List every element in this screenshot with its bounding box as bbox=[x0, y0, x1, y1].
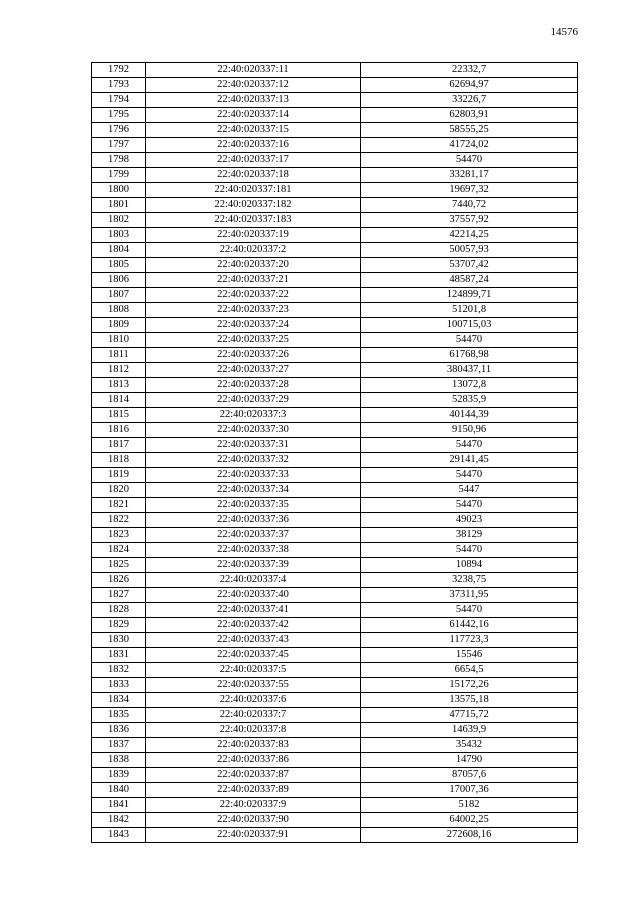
table-row bbox=[92, 828, 578, 843]
table-row bbox=[92, 258, 578, 273]
row-number-cell: 1806 bbox=[92, 273, 146, 288]
value-cell: 51201,8 bbox=[361, 303, 578, 318]
cadastral-number-cell: 22:40:020337:45 bbox=[146, 648, 361, 663]
table-row bbox=[92, 93, 578, 108]
value-cell: 53707,42 bbox=[361, 258, 578, 273]
row-number-cell: 1811 bbox=[92, 348, 146, 363]
cadastral-number-cell: 22:40:020337:3 bbox=[146, 408, 361, 423]
table-body bbox=[92, 63, 578, 843]
table-row bbox=[92, 603, 578, 618]
table-row bbox=[92, 273, 578, 288]
value-cell: 380437,11 bbox=[361, 363, 578, 378]
table-row bbox=[92, 693, 578, 708]
table-row bbox=[92, 363, 578, 378]
cadastral-number-cell: 22:40:020337:30 bbox=[146, 423, 361, 438]
cadastral-number-cell: 22:40:020337:35 bbox=[146, 498, 361, 513]
row-number-cell: 1810 bbox=[92, 333, 146, 348]
cadastral-number-cell: 22:40:020337:31 bbox=[146, 438, 361, 453]
table-row bbox=[92, 513, 578, 528]
cadastral-number-cell: 22:40:020337:87 bbox=[146, 768, 361, 783]
cadastral-number-cell: 22:40:020337:55 bbox=[146, 678, 361, 693]
row-number-cell: 1833 bbox=[92, 678, 146, 693]
value-cell: 54470 bbox=[361, 468, 578, 483]
row-number-cell: 1812 bbox=[92, 363, 146, 378]
table-row bbox=[92, 318, 578, 333]
row-number-cell: 1818 bbox=[92, 453, 146, 468]
value-cell: 10894 bbox=[361, 558, 578, 573]
cadastral-number-cell: 22:40:020337:43 bbox=[146, 633, 361, 648]
value-cell: 3238,75 bbox=[361, 573, 578, 588]
value-cell: 54470 bbox=[361, 153, 578, 168]
row-number-cell: 1792 bbox=[92, 63, 146, 78]
value-cell: 272608,16 bbox=[361, 828, 578, 843]
table-row bbox=[92, 543, 578, 558]
row-number-cell: 1796 bbox=[92, 123, 146, 138]
row-number-cell: 1801 bbox=[92, 198, 146, 213]
value-cell: 40144,39 bbox=[361, 408, 578, 423]
table-row bbox=[92, 138, 578, 153]
row-number-cell: 1843 bbox=[92, 828, 146, 843]
cadastral-number-cell: 22:40:020337:25 bbox=[146, 333, 361, 348]
table-row bbox=[92, 108, 578, 123]
cadastral-number-cell: 22:40:020337:13 bbox=[146, 93, 361, 108]
value-cell: 33226,7 bbox=[361, 93, 578, 108]
table-row bbox=[92, 348, 578, 363]
cadastral-number-cell: 22:40:020337:42 bbox=[146, 618, 361, 633]
value-cell: 35432 bbox=[361, 738, 578, 753]
value-cell: 5182 bbox=[361, 798, 578, 813]
value-cell: 64002,25 bbox=[361, 813, 578, 828]
table-row bbox=[92, 438, 578, 453]
row-number-cell: 1815 bbox=[92, 408, 146, 423]
table-row bbox=[92, 738, 578, 753]
row-number-cell: 1798 bbox=[92, 153, 146, 168]
row-number-cell: 1835 bbox=[92, 708, 146, 723]
value-cell: 62694,97 bbox=[361, 78, 578, 93]
row-number-cell: 1820 bbox=[92, 483, 146, 498]
row-number-cell: 1793 bbox=[92, 78, 146, 93]
table-row bbox=[92, 183, 578, 198]
value-cell: 87057,6 bbox=[361, 768, 578, 783]
cadastral-number-cell: 22:40:020337:83 bbox=[146, 738, 361, 753]
value-cell: 9150,96 bbox=[361, 423, 578, 438]
cadastral-number-cell: 22:40:020337:9 bbox=[146, 798, 361, 813]
cadastral-number-cell: 22:40:020337:89 bbox=[146, 783, 361, 798]
row-number-cell: 1809 bbox=[92, 318, 146, 333]
cadastral-number-cell: 22:40:020337:183 bbox=[146, 213, 361, 228]
cadastral-number-cell: 22:40:020337:182 bbox=[146, 198, 361, 213]
value-cell: 48587,24 bbox=[361, 273, 578, 288]
cadastral-number-cell: 22:40:020337:17 bbox=[146, 153, 361, 168]
table-row bbox=[92, 408, 578, 423]
cadastral-number-cell: 22:40:020337:6 bbox=[146, 693, 361, 708]
table-row bbox=[92, 573, 578, 588]
cadastral-number-cell: 22:40:020337:28 bbox=[146, 378, 361, 393]
cadastral-number-cell: 22:40:020337:86 bbox=[146, 753, 361, 768]
cadastral-number-cell: 22:40:020337:2 bbox=[146, 243, 361, 258]
row-number-cell: 1817 bbox=[92, 438, 146, 453]
value-cell: 19697,32 bbox=[361, 183, 578, 198]
table-row bbox=[92, 648, 578, 663]
value-cell: 54470 bbox=[361, 498, 578, 513]
row-number-cell: 1821 bbox=[92, 498, 146, 513]
table-row bbox=[92, 768, 578, 783]
value-cell: 54470 bbox=[361, 543, 578, 558]
value-cell: 117723,3 bbox=[361, 633, 578, 648]
row-number-cell: 1832 bbox=[92, 663, 146, 678]
row-number-cell: 1803 bbox=[92, 228, 146, 243]
row-number-cell: 1826 bbox=[92, 573, 146, 588]
cadastral-number-cell: 22:40:020337:7 bbox=[146, 708, 361, 723]
table-row bbox=[92, 558, 578, 573]
cadastral-number-cell: 22:40:020337:40 bbox=[146, 588, 361, 603]
table-row bbox=[92, 63, 578, 78]
row-number-cell: 1804 bbox=[92, 243, 146, 258]
table-row bbox=[92, 453, 578, 468]
table-row bbox=[92, 813, 578, 828]
value-cell: 50057,93 bbox=[361, 243, 578, 258]
row-number-cell: 1842 bbox=[92, 813, 146, 828]
table-row bbox=[92, 678, 578, 693]
row-number-cell: 1831 bbox=[92, 648, 146, 663]
table-row bbox=[92, 723, 578, 738]
cadastral-number-cell: 22:40:020337:36 bbox=[146, 513, 361, 528]
cadastral-number-cell: 22:40:020337:32 bbox=[146, 453, 361, 468]
cadastral-number-cell: 22:40:020337:39 bbox=[146, 558, 361, 573]
value-cell: 5447 bbox=[361, 483, 578, 498]
table-row bbox=[92, 468, 578, 483]
table-row bbox=[92, 303, 578, 318]
cadastral-number-cell: 22:40:020337:37 bbox=[146, 528, 361, 543]
cadastral-number-cell: 22:40:020337:18 bbox=[146, 168, 361, 183]
cadastral-number-cell: 22:40:020337:38 bbox=[146, 543, 361, 558]
row-number-cell: 1825 bbox=[92, 558, 146, 573]
cadastral-number-cell: 22:40:020337:16 bbox=[146, 138, 361, 153]
row-number-cell: 1807 bbox=[92, 288, 146, 303]
table-row bbox=[92, 483, 578, 498]
value-cell: 17007,36 bbox=[361, 783, 578, 798]
row-number-cell: 1808 bbox=[92, 303, 146, 318]
value-cell: 54470 bbox=[361, 603, 578, 618]
row-number-cell: 1823 bbox=[92, 528, 146, 543]
cadastral-number-cell: 22:40:020337:21 bbox=[146, 273, 361, 288]
table-row bbox=[92, 528, 578, 543]
cadastral-number-cell: 22:40:020337:41 bbox=[146, 603, 361, 618]
table-row bbox=[92, 243, 578, 258]
row-number-cell: 1841 bbox=[92, 798, 146, 813]
value-cell: 6654,5 bbox=[361, 663, 578, 678]
row-number-cell: 1816 bbox=[92, 423, 146, 438]
table-row bbox=[92, 783, 578, 798]
value-cell: 14639,9 bbox=[361, 723, 578, 738]
value-cell: 42214,25 bbox=[361, 228, 578, 243]
table-row bbox=[92, 498, 578, 513]
row-number-cell: 1805 bbox=[92, 258, 146, 273]
row-number-cell: 1819 bbox=[92, 468, 146, 483]
row-number-cell: 1824 bbox=[92, 543, 146, 558]
value-cell: 54470 bbox=[361, 438, 578, 453]
cadastral-number-cell: 22:40:020337:12 bbox=[146, 78, 361, 93]
row-number-cell: 1799 bbox=[92, 168, 146, 183]
row-number-cell: 1829 bbox=[92, 618, 146, 633]
cadastral-number-cell: 22:40:020337:15 bbox=[146, 123, 361, 138]
cadastral-number-cell: 22:40:020337:23 bbox=[146, 303, 361, 318]
row-number-cell: 1828 bbox=[92, 603, 146, 618]
value-cell: 13575,18 bbox=[361, 693, 578, 708]
value-cell: 124899,71 bbox=[361, 288, 578, 303]
row-number-cell: 1838 bbox=[92, 753, 146, 768]
table-row bbox=[92, 168, 578, 183]
page-number: 14576 bbox=[550, 26, 578, 38]
cadastral-number-cell: 22:40:020337:20 bbox=[146, 258, 361, 273]
table-row bbox=[92, 393, 578, 408]
table-row bbox=[92, 288, 578, 303]
value-cell: 7440,72 bbox=[361, 198, 578, 213]
value-cell: 62803,91 bbox=[361, 108, 578, 123]
value-cell: 15546 bbox=[361, 648, 578, 663]
row-number-cell: 1830 bbox=[92, 633, 146, 648]
value-cell: 33281,17 bbox=[361, 168, 578, 183]
row-number-cell: 1836 bbox=[92, 723, 146, 738]
table-row bbox=[92, 708, 578, 723]
row-number-cell: 1840 bbox=[92, 783, 146, 798]
cadastral-number-cell: 22:40:020337:4 bbox=[146, 573, 361, 588]
table-row bbox=[92, 198, 578, 213]
table-row bbox=[92, 588, 578, 603]
cadastral-number-cell: 22:40:020337:181 bbox=[146, 183, 361, 198]
value-cell: 52835,9 bbox=[361, 393, 578, 408]
value-cell: 58555,25 bbox=[361, 123, 578, 138]
cadastral-number-cell: 22:40:020337:33 bbox=[146, 468, 361, 483]
row-number-cell: 1837 bbox=[92, 738, 146, 753]
cadastral-number-cell: 22:40:020337:22 bbox=[146, 288, 361, 303]
table-row bbox=[92, 378, 578, 393]
table-row bbox=[92, 618, 578, 633]
value-cell: 37311,95 bbox=[361, 588, 578, 603]
row-number-cell: 1800 bbox=[92, 183, 146, 198]
cadastral-number-cell: 22:40:020337:26 bbox=[146, 348, 361, 363]
row-number-cell: 1797 bbox=[92, 138, 146, 153]
value-cell: 61768,98 bbox=[361, 348, 578, 363]
table-row bbox=[92, 798, 578, 813]
table-row bbox=[92, 633, 578, 648]
value-cell: 13072,8 bbox=[361, 378, 578, 393]
cadastral-number-cell: 22:40:020337:8 bbox=[146, 723, 361, 738]
row-number-cell: 1795 bbox=[92, 108, 146, 123]
row-number-cell: 1814 bbox=[92, 393, 146, 408]
cadastral-number-cell: 22:40:020337:19 bbox=[146, 228, 361, 243]
value-cell: 29141,45 bbox=[361, 453, 578, 468]
value-cell: 47715,72 bbox=[361, 708, 578, 723]
table-row bbox=[92, 333, 578, 348]
value-cell: 38129 bbox=[361, 528, 578, 543]
table-row bbox=[92, 753, 578, 768]
table-row bbox=[92, 228, 578, 243]
table-row bbox=[92, 123, 578, 138]
cadastral-table bbox=[91, 62, 578, 843]
row-number-cell: 1839 bbox=[92, 768, 146, 783]
cadastral-number-cell: 22:40:020337:11 bbox=[146, 63, 361, 78]
row-number-cell: 1822 bbox=[92, 513, 146, 528]
value-cell: 22332,7 bbox=[361, 63, 578, 78]
row-number-cell: 1802 bbox=[92, 213, 146, 228]
value-cell: 37557,92 bbox=[361, 213, 578, 228]
cadastral-number-cell: 22:40:020337:29 bbox=[146, 393, 361, 408]
cadastral-number-cell: 22:40:020337:24 bbox=[146, 318, 361, 333]
row-number-cell: 1813 bbox=[92, 378, 146, 393]
table-row bbox=[92, 663, 578, 678]
value-cell: 49023 bbox=[361, 513, 578, 528]
table-row bbox=[92, 423, 578, 438]
row-number-cell: 1827 bbox=[92, 588, 146, 603]
cadastral-number-cell: 22:40:020337:27 bbox=[146, 363, 361, 378]
row-number-cell: 1834 bbox=[92, 693, 146, 708]
value-cell: 100715,03 bbox=[361, 318, 578, 333]
cadastral-number-cell: 22:40:020337:14 bbox=[146, 108, 361, 123]
cadastral-number-cell: 22:40:020337:5 bbox=[146, 663, 361, 678]
table-row bbox=[92, 78, 578, 93]
cadastral-number-cell: 22:40:020337:91 bbox=[146, 828, 361, 843]
value-cell: 54470 bbox=[361, 333, 578, 348]
cadastral-number-cell: 22:40:020337:34 bbox=[146, 483, 361, 498]
table-row bbox=[92, 213, 578, 228]
cadastral-number-cell: 22:40:020337:90 bbox=[146, 813, 361, 828]
value-cell: 61442,16 bbox=[361, 618, 578, 633]
value-cell: 15172,26 bbox=[361, 678, 578, 693]
value-cell: 14790 bbox=[361, 753, 578, 768]
value-cell: 41724,02 bbox=[361, 138, 578, 153]
row-number-cell: 1794 bbox=[92, 93, 146, 108]
table-row bbox=[92, 153, 578, 168]
